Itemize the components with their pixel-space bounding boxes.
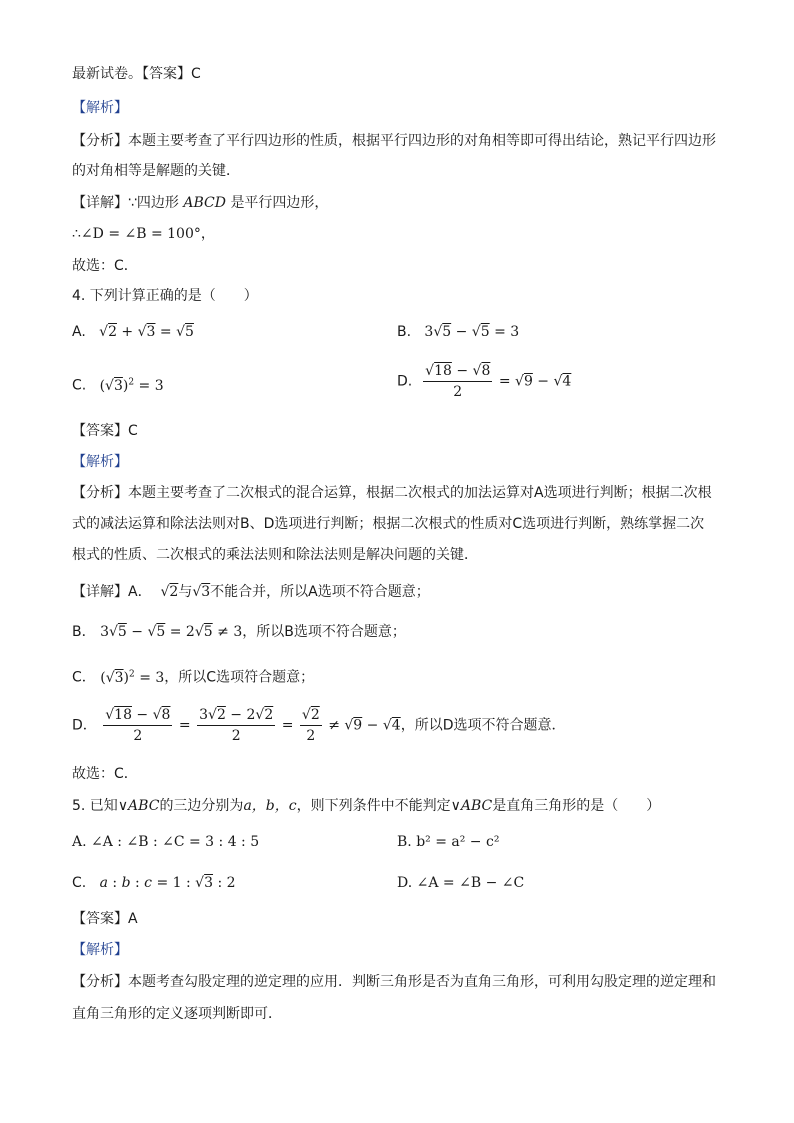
q4-xiangjie-b: B． 3√5 − √5 = 2√5 ≠ 3，所以B选项不符合题意； — [72, 624, 406, 640]
q4-option-d: D. $\frac{√18 - √8}{2}$ = √9 − √4 — [397, 363, 572, 400]
q5-fenxi-line1: 【分析】本题考查勾股定理的逆定理的应用．判断三角形是否为直角三角形，可利用勾股定理的逆定理和 — [72, 974, 716, 990]
q4-xiangjie-a: 【详解】A． √2与√3不能合并，所以A选项不符合题意； — [72, 584, 430, 600]
q3-fenxi-line2: 的对角相等是解题的关键． — [72, 163, 240, 179]
q3-guxuan: 故选：C． — [72, 258, 138, 274]
q3-therefore: ∴∠D = ∠B = 100°， — [72, 226, 215, 242]
q5-option-d: D. ∠A = ∠B − ∠C — [397, 875, 525, 891]
q4-stem: 4. 下列计算正确的是（ ） — [72, 288, 258, 304]
q4-fenxi-line3: 根式的性质、二次根式的乘法法则和除法法则是解决问题的关键． — [72, 547, 478, 563]
q5-option-c: C. a : b : c = 1 : √3 : 2 — [72, 875, 236, 891]
q4-xiangjie-c: C． $(√3)^2 = 3$，所以C选项符合题意； — [72, 669, 315, 686]
q4-fenxi-line2: 式的减法运算和除法法则对B、D选项进行判断；根据二次根式的性质对C选项进行判断，熟练掌握二次 — [72, 516, 705, 532]
q3-xiangjie: 【详解】∵四边形 ABCD 是平行四边形， — [72, 195, 329, 211]
q4-xiangjie-d: D． $\frac{√18 - √8}{2}$ = $\frac{3√2 - 2√2}{2}$ = $\frac{√2}{2}$ ≠ √9 − √4，所以D选项不符合题意． — [72, 707, 566, 744]
q3-jiexi-heading: 【解析】 — [72, 100, 128, 116]
q4-option-a: A. √2 + √3 = √5 — [72, 324, 194, 340]
q4-answer: 【答案】C — [72, 423, 138, 439]
q4-jiexi-heading: 【解析】 — [72, 454, 128, 470]
q5-fenxi-line2: 直角三角形的定义逐项判断即可． — [72, 1006, 282, 1022]
q5-jiexi-heading: 【解析】 — [72, 942, 128, 958]
q4-fenxi-line1: 【分析】本题主要考查了二次根式的混合运算，根据二次根式的加法运算对A选项进行判断；根据二次根 — [72, 485, 712, 501]
q5-option-a: A. ∠A : ∠B : ∠C = 3 : 4 : 5 — [72, 834, 260, 850]
q4-option-b: B. 3√5 − √5 = 3 — [397, 324, 520, 340]
q3-intro: 最新试卷。【答案】C — [72, 66, 201, 82]
q3-fenxi-line1: 【分析】本题主要考查了平行四边形的性质，根据平行四边形的对角相等即可得出结论，熟记平行四边形 — [72, 133, 716, 149]
q4-guxuan: 故选：C． — [72, 766, 138, 782]
q4-option-c: C. $(√3)^2 = 3$ — [72, 377, 164, 394]
q5-stem: 5. 已知∨ABC的三边分别为a，b，c，则下列条件中不能判定∨ABC是直角三角形的是（ ） — [72, 798, 661, 814]
q5-answer: 【答案】A — [72, 911, 138, 927]
q5-option-b: B. b² = a² − c² — [397, 834, 500, 850]
